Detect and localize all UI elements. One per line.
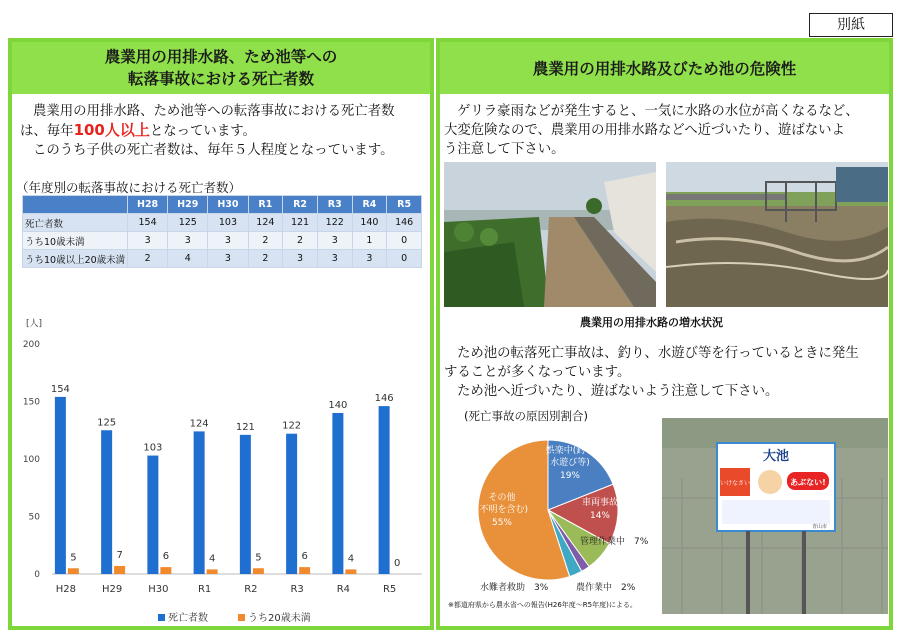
y-axis-unit-label: [人] [26, 319, 43, 329]
right-paragraph-2 [444, 344, 890, 401]
table-cell: 2 [248, 250, 283, 268]
bar-total [147, 456, 158, 574]
x-tick-label: R5 [382, 584, 397, 595]
y-tick-label: 100 [22, 455, 40, 465]
left-para1-c: となっています。 [149, 124, 256, 139]
y-tick-label: 150 [22, 397, 40, 408]
pie-label-leisure: 娯楽中(釣り [545, 446, 595, 456]
bar-under20 [207, 569, 218, 574]
photo-caption: 農業用の用排水路の増水状況 [580, 316, 723, 329]
bar-under20 [345, 569, 356, 574]
bar-total-value: 125 [97, 417, 117, 429]
pie-label-other: 55% [491, 518, 513, 528]
legend-label-under20: うち20歳未満 [248, 613, 311, 624]
pond-sign-photo [662, 418, 888, 614]
left-panel-header [12, 42, 430, 94]
bar-under20-value: 4 [208, 553, 216, 565]
pie-label-vehicle: 14% [589, 511, 611, 521]
table-cell: 死亡者数 [23, 214, 128, 232]
y-tick-label: 50 [28, 512, 40, 523]
table-header-cell: R2 [283, 196, 318, 214]
left-para2: このうち子供の死亡者数は、毎年５人程度となっています。 [33, 143, 394, 158]
left-title-line2: 転落事故における死亡者数 [127, 70, 314, 88]
pie-source-note: ※都道府県から農水省への報告(H26年度～R5年度)による。 [448, 601, 637, 609]
y-tick-label: 0 [34, 570, 40, 580]
table-cell: 154 [128, 214, 168, 232]
table-cell: 3 [317, 250, 352, 268]
legend-swatch-under20 [238, 614, 245, 621]
table-row [23, 250, 422, 268]
pie-label-rescue: 水難者救助 3% [480, 583, 549, 593]
bar-under20-value: 7 [116, 549, 123, 561]
bar-total-value: 154 [50, 383, 70, 395]
legend-label-total: 死亡者数 [168, 613, 208, 624]
right-panel-header [440, 42, 889, 94]
right-para1-line: 大変危険なので、農業用の用排水路などへ近づいたり、遊ばないよ [444, 123, 845, 138]
x-tick-label: H29 [102, 584, 123, 595]
bar-total [55, 397, 66, 574]
sign-footer: 青山市 [812, 524, 828, 530]
table-header-row [23, 196, 422, 214]
attachment-label: 別紙 [809, 13, 893, 37]
table-cell: 124 [248, 214, 283, 232]
x-tick-label: H30 [148, 584, 169, 595]
table-cell: 0 [387, 250, 422, 268]
x-tick-label: H28 [55, 584, 76, 595]
table-header-cell: H30 [208, 196, 248, 214]
table-row [23, 214, 422, 232]
right-title: 農業用の用排水路及びため池の危険性 [532, 60, 797, 78]
right-para2-line: ため池の転落死亡事故は、釣り、水遊び等を行っているときに発生 [457, 346, 859, 361]
table-title: （年度別の転落事故における死亡者数） [16, 180, 242, 195]
bar-under20-value: 6 [162, 551, 170, 563]
right-para2-line: ため池へ近づいたり、遊ばないよう注意して下さい。 [457, 384, 779, 399]
table-cell: 3 [283, 250, 318, 268]
fatality-table [22, 195, 422, 268]
bar-total-value: 122 [282, 420, 302, 432]
table-header-cell: H28 [128, 196, 168, 214]
right-para1-line: う注意して下さい。 [444, 142, 565, 157]
right-para1-line: ゲリラ豪雨などが発生すると、一気に水路の水位が高くなるなど、 [457, 104, 859, 119]
sign-warning: あぶない! [790, 478, 826, 487]
bar-total [379, 406, 390, 574]
table-cell: うち10歳以上20歳未満 [23, 250, 128, 268]
bar-total-value: 103 [143, 442, 163, 454]
bar-total-value: 146 [374, 393, 394, 405]
table-cell: 3 [352, 250, 387, 268]
table-cell: 2 [248, 232, 283, 250]
table-cell: 3 [317, 232, 352, 250]
left-paragraph [20, 102, 430, 160]
sign-title: 大池 [762, 449, 790, 464]
table-header-cell: R4 [352, 196, 387, 214]
left-para1-b: は、毎年 [20, 124, 74, 139]
x-tick-label: R1 [197, 584, 212, 595]
bar-under20 [114, 566, 125, 574]
table-header-cell: R1 [248, 196, 283, 214]
left-panel [8, 38, 434, 630]
x-tick-label: R2 [244, 584, 258, 595]
fatality-bar-chart [12, 274, 430, 626]
y-tick-label: 200 [22, 340, 40, 350]
flood-photo [666, 162, 888, 307]
bar-total-value: 121 [235, 421, 255, 433]
table-cell: 1 [352, 232, 387, 250]
table-cell: 140 [352, 214, 387, 232]
table-cell: 103 [208, 214, 248, 232]
highlight-count: 100人以上 [73, 121, 150, 139]
x-tick-label: R3 [290, 584, 304, 595]
cause-pie-chart [440, 420, 664, 600]
left-para1-a: 農業用の用排水路、ため池等への転落事故における死亡者数 [33, 104, 395, 119]
bar-under20 [299, 567, 310, 574]
pie-label-other: (不明を含む) [475, 505, 529, 515]
table-cell: 3 [168, 232, 208, 250]
table-cell: 122 [317, 214, 352, 232]
pie-label-other: その他 [488, 493, 516, 503]
bar-under20-value: 5 [70, 552, 77, 564]
table-header-cell: R5 [387, 196, 422, 214]
pie-label-management: 管理作業中 7% [580, 537, 649, 547]
pie-label-farm: 農作業中 2% [576, 583, 636, 593]
bar-total [240, 435, 251, 574]
sign-sub: いけなさい [719, 480, 751, 487]
bar-total [332, 413, 343, 574]
table-cell: 3 [128, 232, 168, 250]
table-header-cell [23, 196, 128, 214]
pie-label-vehicle: 車両事故 [581, 498, 619, 508]
bar-under20 [160, 567, 171, 574]
left-title-line1: 農業用の用排水路、ため池等への [104, 48, 338, 66]
right-panel [436, 38, 893, 630]
table-cell: 125 [168, 214, 208, 232]
pie-label-leisure: 19% [559, 471, 581, 481]
bar-under20-value: 0 [393, 558, 401, 569]
x-tick-label: R4 [336, 584, 351, 595]
right-para2-line: することが多くなっています。 [444, 365, 631, 380]
table-cell: 3 [208, 232, 248, 250]
pie-label-leisure: 水遊び等) [550, 458, 590, 468]
table-cell: 121 [283, 214, 318, 232]
right-paragraph-1 [444, 102, 890, 159]
table-cell: 4 [168, 250, 208, 268]
bar-under20-value: 4 [347, 553, 355, 565]
canal-photo [444, 162, 656, 307]
bar-total [194, 431, 205, 574]
bar-total [286, 434, 297, 574]
bar-total-value: 140 [328, 400, 348, 411]
bar-under20 [253, 568, 264, 574]
bar-under20 [68, 568, 79, 574]
table-header-cell: R3 [317, 196, 352, 214]
table-cell: 0 [387, 232, 422, 250]
bar-total [101, 430, 112, 574]
table-row [23, 232, 422, 250]
table-cell: 146 [387, 214, 422, 232]
legend-swatch-total [158, 614, 165, 621]
bar-under20-value: 6 [301, 551, 308, 563]
table-header-cell: H29 [168, 196, 208, 214]
bar-total-value: 124 [189, 418, 209, 430]
table-cell: 2 [128, 250, 168, 268]
pie-chart-title: (死亡事故の原因別割合) [464, 409, 588, 423]
table-cell: 2 [283, 232, 318, 250]
bar-under20-value: 5 [255, 552, 262, 564]
table-cell: うち10歳未満 [23, 232, 128, 250]
table-cell: 3 [208, 250, 248, 268]
